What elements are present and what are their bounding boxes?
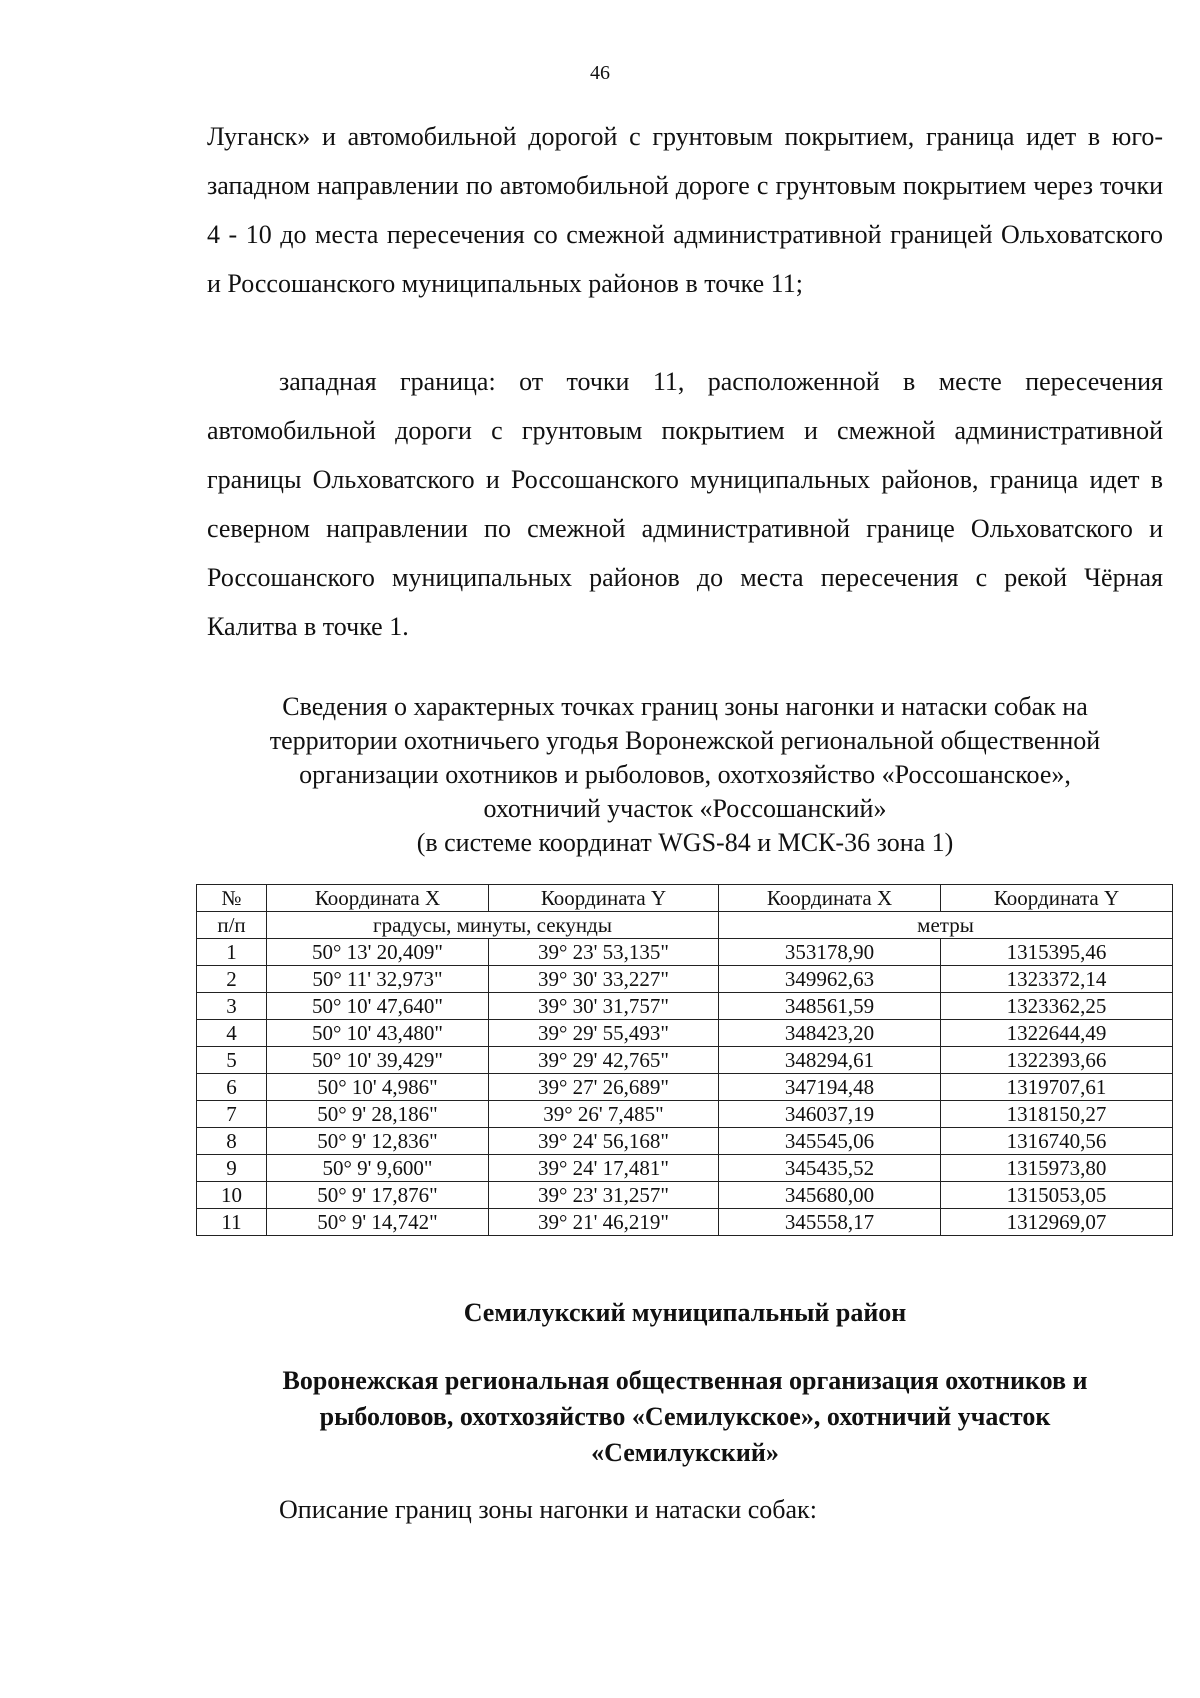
caption-line: (в системе координат WGS-84 и МСК-36 зона 1) [416, 828, 954, 857]
cell-coord-y-m: 1315053,05 [941, 1182, 1173, 1209]
cell-coord-y-m: 1315395,46 [941, 939, 1173, 966]
org-heading-line: рыболовов, охотхозяйство «Семилукское», охотничий участок [319, 1402, 1051, 1431]
caption-line: организации охотников и рыболовов, охотхозяйство «Россошанское», [299, 760, 1071, 789]
header-num-sub: п/п [197, 912, 267, 939]
table-row [197, 1020, 1173, 1047]
cell-point-number: 2 [197, 966, 267, 993]
cell-coord-x-deg: 50° 9' 14,742" [267, 1209, 489, 1236]
cell-coord-x-deg: 50° 11' 32,973" [267, 966, 489, 993]
cell-coord-x-m: 346037,19 [719, 1101, 941, 1128]
cell-coord-y-m: 1323372,14 [941, 966, 1173, 993]
cell-coord-x-deg: 50° 10' 39,429" [267, 1047, 489, 1074]
cell-point-number: 6 [197, 1074, 267, 1101]
cell-coord-x-m: 347194,48 [719, 1074, 941, 1101]
caption-line: территории охотничьего угодья Воронежской региональной общественной [269, 726, 1101, 755]
cell-coord-y-deg: 39° 30' 33,227" [489, 966, 719, 993]
organization-heading [207, 1363, 1163, 1471]
table-row [197, 966, 1173, 993]
coordinates-table [196, 884, 1173, 1236]
cell-coord-x-m: 348423,20 [719, 1020, 941, 1047]
cell-point-number: 10 [197, 1182, 267, 1209]
cell-coord-y-m: 1312969,07 [941, 1209, 1173, 1236]
cell-point-number: 5 [197, 1047, 267, 1074]
paragraph-east-boundary: Луганск» и автомобильной дорогой с грунтовым покрытием, граница идет в юго-западном направлении по автомобильной дороге с грунтовым покрытием через точки 4 - 10 до места пересечения со смежной административной границей Ольховатского и Россошанского муниципальных районов в точке 11; [207, 122, 1163, 298]
table-header-row [197, 885, 1173, 912]
table-row [197, 1209, 1173, 1236]
table-row [197, 1074, 1173, 1101]
header-num: № [197, 885, 267, 912]
page-number: 46 [590, 62, 610, 84]
cell-coord-y-deg: 39° 26' 7,485" [489, 1101, 719, 1128]
cell-coord-y-m: 1319707,61 [941, 1074, 1173, 1101]
cell-coord-y-deg: 39° 29' 42,765" [489, 1047, 719, 1074]
paragraph-west-boundary: западная граница: от точки 11, расположенной в месте пересечения автомобильной дороги с грунтовым покрытием и смежной административной границы Ольховатского и Россошанского муниципальных районов, граница идет в северном направлении по смежной административной границе Ольховатского и Россошанского муниципальных районов до места пересечения с рекой Чёрная Калитва в точке 1. [207, 367, 1163, 641]
table-row [197, 1047, 1173, 1074]
cell-coord-x-m: 349962,63 [719, 966, 941, 993]
cell-coord-x-m: 345558,17 [719, 1209, 941, 1236]
units-meters: метры [719, 912, 1173, 939]
cell-point-number: 11 [197, 1209, 267, 1236]
cell-point-number: 1 [197, 939, 267, 966]
cell-point-number: 7 [197, 1101, 267, 1128]
cell-coord-x-m: 348294,61 [719, 1047, 941, 1074]
header-coord-x-deg: Координата X [267, 885, 489, 912]
table-caption [207, 690, 1163, 860]
cell-coord-x-m: 345545,06 [719, 1128, 941, 1155]
cell-coord-y-m: 1318150,27 [941, 1101, 1173, 1128]
cell-coord-x-m: 348561,59 [719, 993, 941, 1020]
units-degrees: градусы, минуты, секунды [267, 912, 719, 939]
cell-coord-y-deg: 39° 23' 53,135" [489, 939, 719, 966]
table-row [197, 939, 1173, 966]
cell-coord-x-deg: 50° 10' 47,640" [267, 993, 489, 1020]
cell-coord-x-deg: 50° 9' 9,600" [267, 1155, 489, 1182]
cell-coord-y-m: 1322393,66 [941, 1047, 1173, 1074]
boundary-description-lead: Описание границ зоны нагонки и натаски собак: [279, 1495, 817, 1524]
cell-coord-y-deg: 39° 21' 46,219" [489, 1209, 719, 1236]
caption-line: Сведения о характерных точках границ зоны нагонки и натаски собак на [282, 692, 1088, 721]
cell-coord-y-deg: 39° 24' 56,168" [489, 1128, 719, 1155]
cell-coord-x-deg: 50° 9' 12,836" [267, 1128, 489, 1155]
cell-point-number: 4 [197, 1020, 267, 1047]
table-row [197, 1155, 1173, 1182]
cell-coord-x-m: 345680,00 [719, 1182, 941, 1209]
header-coord-y-deg: Координата Y [489, 885, 719, 912]
table-row [197, 1182, 1173, 1209]
cell-coord-y-m: 1315973,80 [941, 1155, 1173, 1182]
cell-coord-x-deg: 50° 10' 4,986" [267, 1074, 489, 1101]
cell-coord-y-deg: 39° 27' 26,689" [489, 1074, 719, 1101]
cell-point-number: 8 [197, 1128, 267, 1155]
cell-point-number: 9 [197, 1155, 267, 1182]
cell-coord-y-deg: 39° 29' 55,493" [489, 1020, 719, 1047]
cell-coord-y-deg: 39° 24' 17,481" [489, 1155, 719, 1182]
cell-coord-x-m: 345435,52 [719, 1155, 941, 1182]
org-heading-line: «Семилукский» [591, 1438, 779, 1467]
cell-coord-y-deg: 39° 23' 31,257" [489, 1182, 719, 1209]
cell-coord-y-m: 1322644,49 [941, 1020, 1173, 1047]
cell-coord-y-m: 1316740,56 [941, 1128, 1173, 1155]
org-heading-line: Воронежская региональная общественная организация охотников и [282, 1366, 1088, 1395]
cell-coord-x-deg: 50° 9' 28,186" [267, 1101, 489, 1128]
cell-coord-y-m: 1323362,25 [941, 993, 1173, 1020]
cell-coord-x-deg: 50° 10' 43,480" [267, 1020, 489, 1047]
cell-coord-x-deg: 50° 9' 17,876" [267, 1182, 489, 1209]
cell-point-number: 3 [197, 993, 267, 1020]
header-coord-y-m: Координата Y [941, 885, 1173, 912]
table-row [197, 1128, 1173, 1155]
cell-coord-y-deg: 39° 30' 31,757" [489, 993, 719, 1020]
table-row [197, 1101, 1173, 1128]
header-coord-x-m: Координата X [719, 885, 941, 912]
table-row [197, 993, 1173, 1020]
cell-coord-x-m: 353178,90 [719, 939, 941, 966]
cell-coord-x-deg: 50° 13' 20,409" [267, 939, 489, 966]
table-units-row [197, 912, 1173, 939]
caption-line: охотничий участок «Россошанский» [483, 794, 887, 823]
district-heading: Семилукский муниципальный район [463, 1298, 907, 1327]
